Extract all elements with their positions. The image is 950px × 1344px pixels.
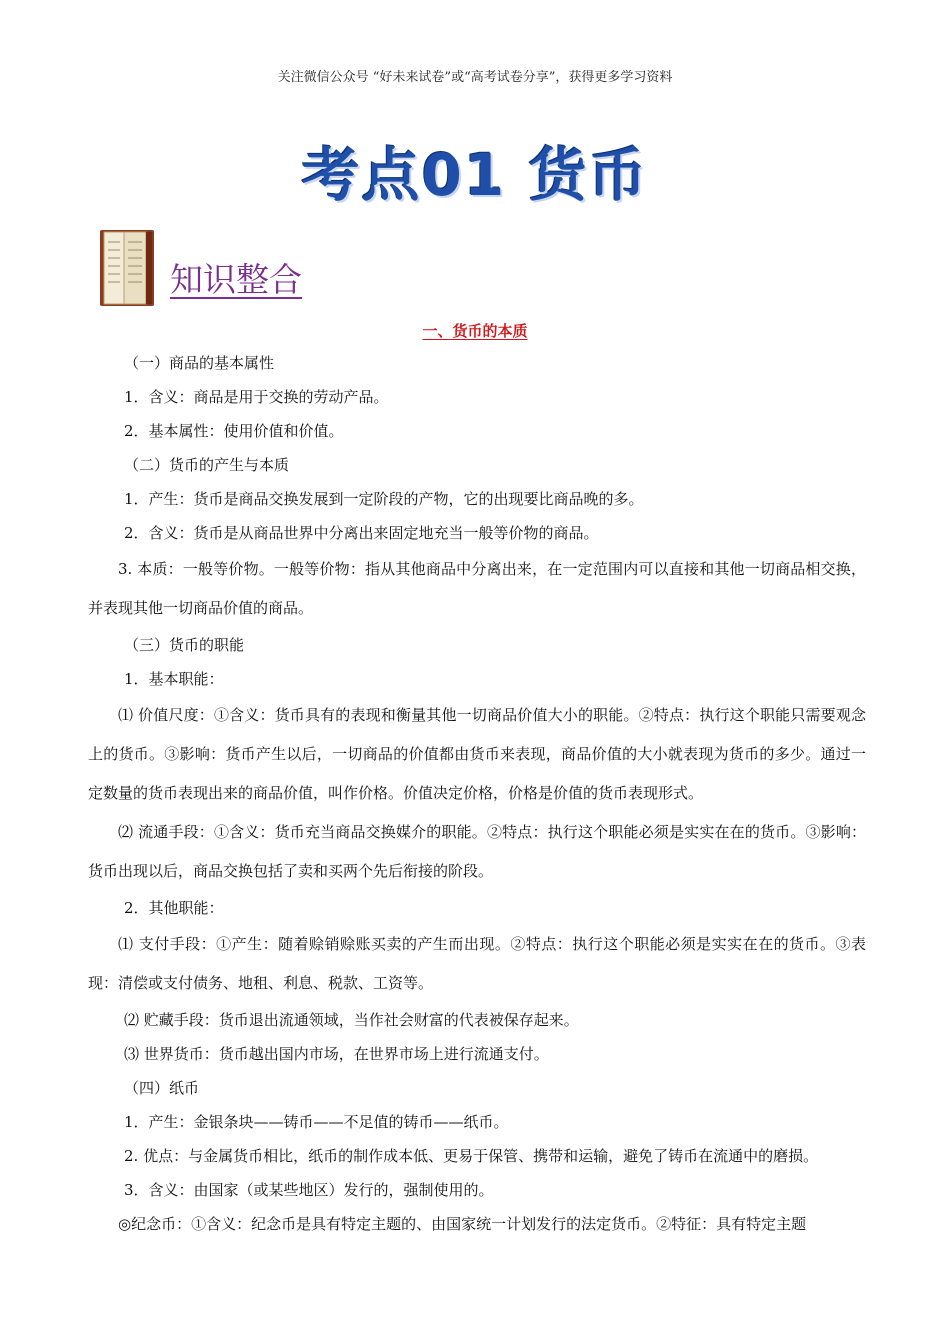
paragraph: （三）货币的职能 [124, 636, 245, 654]
paragraph: ⑵ 贮藏手段：货币退出流通领域，当作社会财富的代表被保存起来。 [124, 1011, 579, 1029]
paragraph: 1．基本职能： [124, 670, 224, 688]
paragraph: 1．产生：货币是商品交换发展到一定阶段的产物，它的出现要比商品晚的多。 [124, 490, 644, 508]
paragraph: 2. 优点：与金属货币相比，纸币的制作成本低、更易于保管、携带和运输，避免了铸币在流通中的磨损。 [124, 1147, 819, 1165]
paragraph: 3. 本质：一般等价物。一般等价物：指从其他商品中分离出来，在一定范围内可以直接和其他一切商品相交换，并表现其他一切商品价值的商品。 [88, 560, 866, 617]
section-heading: 一、货币的本质 [422, 322, 528, 340]
paragraph: 1．含义：商品是用于交换的劳动产品。 [124, 388, 389, 406]
paragraph: 2．其他职能： [124, 899, 224, 917]
paragraph: ⑴ 价值尺度：①含义：货币具有的表现和衡量其他一切商品价值大小的职能。②特点：执行这个职能只需要观念上的货币。③影响：货币产生以后，一切商品的价值都由货币来表现，商品价值的大小就表现为货币的多少。通过一定数量的货币表现出来的商品价值，叫作价格。价值决定价格，价格是价值的货币表现形式。 [88, 706, 866, 802]
paragraph: 1．产生：金银条块——铸币——不足值的铸币——纸币。 [124, 1113, 509, 1131]
paragraph: （一）商品的基本属性 [124, 354, 275, 372]
paragraph: （四）纸币 [124, 1079, 200, 1097]
knowledge-banner [94, 226, 334, 310]
page-title: 考点01 货币 [301, 141, 649, 209]
banner-text: 知识整合 [170, 260, 302, 299]
document-body [88, 346, 866, 1241]
paragraph: （二）货币的产生与本质 [124, 456, 290, 474]
paragraph: ⑶ 世界货币：货币越出国内市场，在世界市场上进行流通支付。 [124, 1045, 549, 1063]
header-note: 关注微信公众号 “好未来试卷”或“高考试卷分享”，获得更多学习资料 [277, 70, 673, 85]
paragraph: 2．含义：货币是从商品世界中分离出来固定地充当一般等价物的商品。 [124, 524, 599, 542]
paragraph: ⑵ 流通手段：①含义：货币充当商品交换媒介的职能。②特点：执行这个职能必须是实实在在的货币。③影响：货币出现以后，商品交换包括了卖和买两个先后衔接的阶段。 [88, 823, 866, 880]
paragraph: 2．基本属性：使用价值和价值。 [124, 422, 344, 440]
paragraph: ⑴ 支付手段：①产生：随着赊销赊账买卖的产生而出现。②特点：执行这个职能必须是实实在在的货币。③表现：清偿或支付债务、地租、利息、税款、工资等。 [88, 935, 866, 992]
paragraph: 3．含义：由国家（或某些地区）发行的，强制使用的。 [124, 1181, 494, 1199]
paragraph: ◎纪念币：①含义：纪念币是具有特定主题的、由国家统一计划发行的法定货币。②特征：具有特定主题 [118, 1215, 807, 1233]
book-icon [94, 226, 160, 310]
